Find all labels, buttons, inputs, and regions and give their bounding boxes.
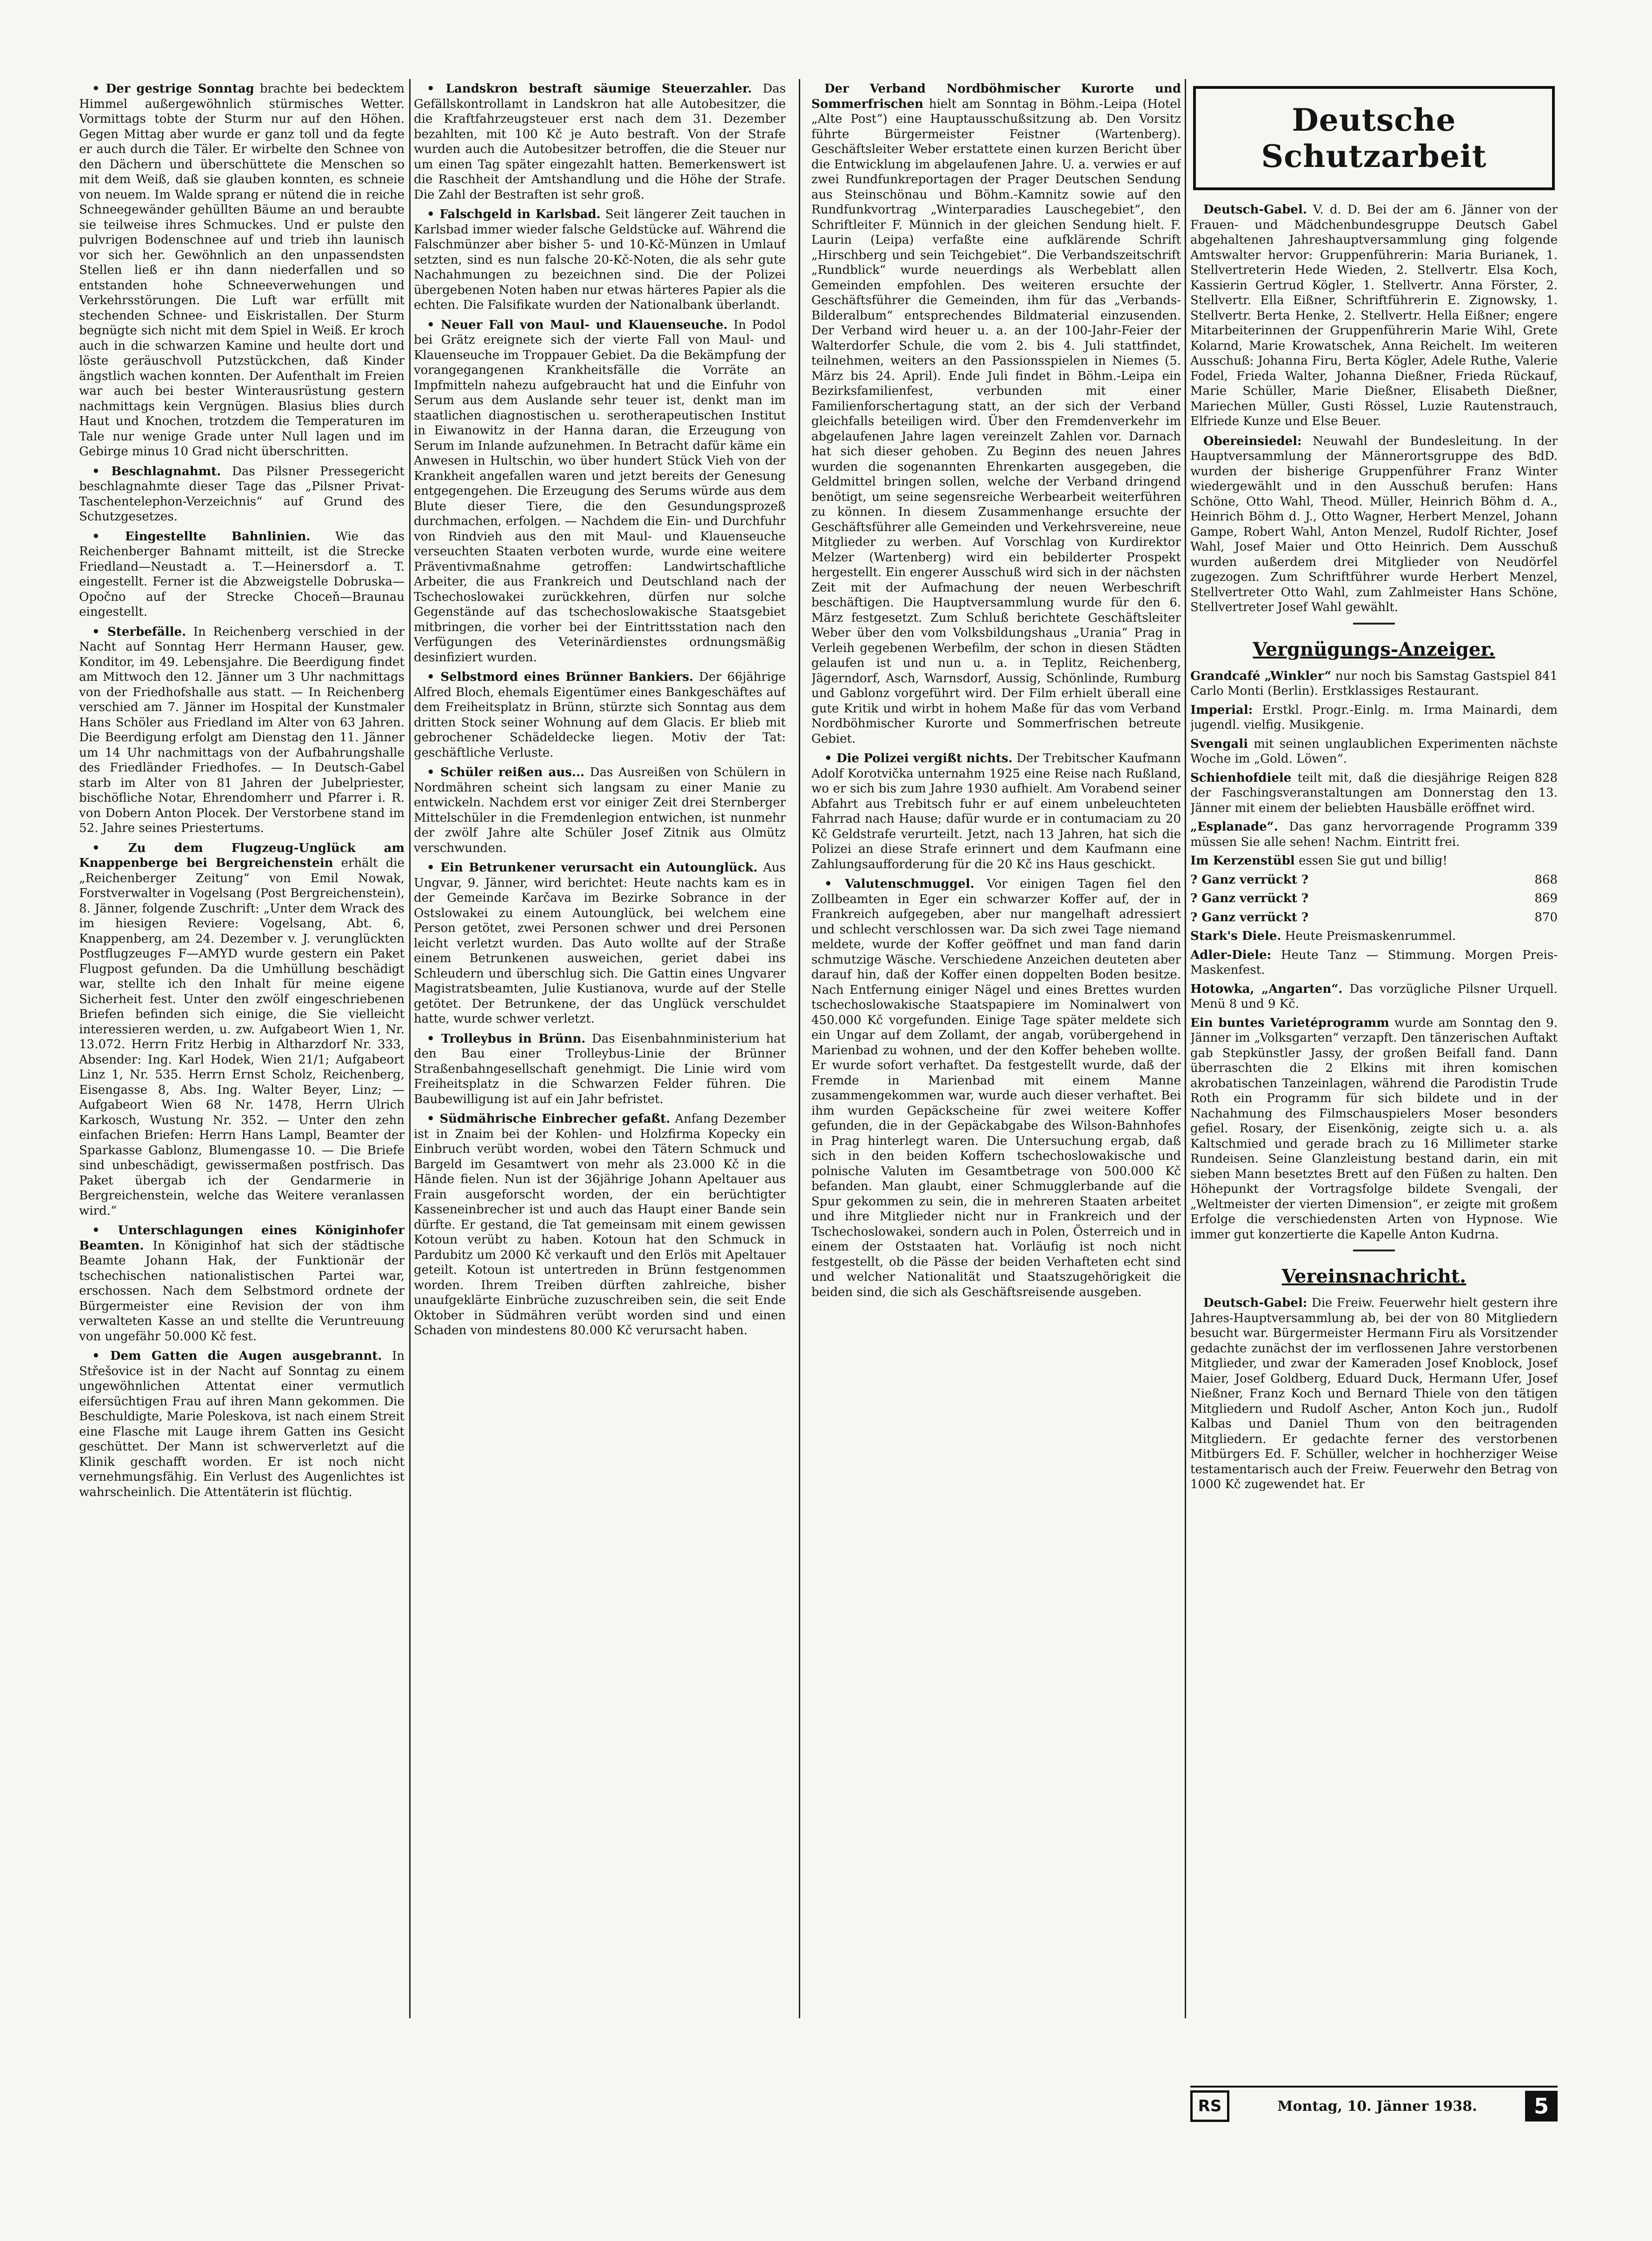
article-text: Anfang Dezember ist in Znaim bei der Kohlen- und Holzfirma Kopecky ein Einbruch verübt worden, wobei den Tätern Schmuck und Bargeld im Gesamtwert von mehr als 23.000 Kč in die Hände fielen. Nun ist der 36jährige Johann Apeltauer aus Frain ausgeforscht worden, der ein berüchtigter Kasseneinbrecher ist und auch das Haupt einer Bande sein dürfte. Er gestand, die Tat gemeinsam mit einem gewissen Kotoun verübt zu haben. Kotoun hat den Schmuck in Pardubitz um 2000 Kč verkauft und den Erlös mit Apeltauer geteilt. Kotoun ist untertreden in Brünn festgenommen worden. Ihrem Treiben dürften zahlreiche, bisher unaufgeklärte Einbrüche zuzuschreiben sein, die seit Ende Oktober in Südmähren verübt worden sind und einen Schaden von mindestens 80.000 Kč verursacht haben. — [414, 1112, 786, 1337]
news-article — [414, 1031, 786, 1107]
news-article — [79, 529, 405, 620]
listing-item — [1190, 872, 1558, 888]
article-headline: • Unterschlagungen eines Königinhofer Beamten. — [79, 1224, 405, 1253]
news-article — [79, 81, 405, 459]
news-article — [1190, 1296, 1558, 1492]
page-footer — [1190, 2086, 1558, 2125]
article-text: Das Ausreißen von Schülern in Nordmähren scheint sich langsam zu einer Manie zu entwickeln. Nachdem erst vor einiger Zeit drei Sternberger Mittelschüler in die Fremdenlegion entwichen, ist nunmehr der zwölf Jahre alte Schüler Josef Zitnik aus Olmütz verschwunden. — [414, 765, 786, 855]
news-article — [811, 877, 1181, 1300]
listing-item — [1190, 929, 1558, 944]
article-text: Aus Ungvar, 9. Jänner, wird berichtet: Heute nachts kam es in der Gemeinde Karčava im Bezirke Sobrance in der Ostslowakei zu einem Autounglück, bei welchem eine Person getötet, zwei Personen schwer und drei Personen leicht verletzt wurden. Das Auto wollte auf der Straße einem Betrunkenen ausweichen, geriet dabei ins Schleudern und überschlug sich. Die Gattin eines Ungvarer Magistratsbeamten, Julie Kustianova, wurde auf der Stelle getötet. Der Betrunkene, der das Unglück verschuldet hatte, wurde schwer verletzt. — [414, 861, 786, 1026]
article-headline: Stark's Diele. — [1190, 929, 1281, 943]
club-news-list — [1190, 1296, 1558, 1492]
section-title-vergnuegung: Vergnügungs-Anzeiger. — [1253, 638, 1495, 660]
article-text: Der Trebitscher Kaufmann Adolf Korotvička unternahm 1925 eine Reise nach Rußland, wo er sich bis zum Jahre 1930 aufhielt. Am Vorabend seiner Abfahrt aus Trebitsch fuhr er auf einem unbeleuchteten Fahrrad nach Hause; dafür wurde er in contumaciam zu 20 Kč Geldstrafe verurteilt. Jetzt, nach 13 Jahren, hat sich die Polizei an diese Strafe erinnert und dem Kaufmann eine Zahlungsaufforderung für die 20 Kč ins Haus geschickt. — [811, 751, 1181, 871]
article-headline: Imperial: — [1190, 703, 1253, 717]
article-text: teilt mit, daß die diesjährige Reigen der Faschingsveranstaltungen am Donnerstag den 13. Jänner mit einem der beliebten Hausbälle eröffnet wird. — [1190, 771, 1558, 815]
listing-item — [1190, 703, 1558, 733]
article-headline: Deutsch-Gabel. — [1203, 203, 1307, 217]
news-article — [79, 841, 405, 1219]
listing-item — [1190, 737, 1558, 767]
article-headline: Deutsch-Gabel: — [1203, 1296, 1307, 1310]
article-text: erhält die „Reichenberger Zeitung“ von Emil Nowak, Forstverwalter in Vogelsang (Post Bergreichenstein), 8. Jänner, folgende Zuschrift: „Unter dem Wrack des im hiesigen Reviere: Vogelsang, Abt. 6, Knappenberg, am 24. Dezember v. J. verunglückten Postflugzeuges F—AMYD wurde gestern ein Paket Flugpost gefunden. Da die Umhüllung beschädigt war, stellte ich den Inhalt für meine eigene Sicherheit fest. Unter den zwölf eingeschriebenen Briefen befinden sich einige, die Sie vielleicht interessieren werden, u. zw. Aufgabeort Wien 1, Nr. 13.072. Herrn Fritz Herbig in Altharzdorf Nr. 333, Absender: Ing. Karl Hodek, Wien 21/1; Aufgabeort Linz 1, Nr. 535. Herrn Ernst Scholz, Reichenberg, Eisengasse 8, Abs. Ing. Walter Beyer, Linz; — Aufgabeort Wien 68 Nr. 1478, Herrn Ulrich Karkosch, Wustung Nr. 352. — Unter den zehn einfachen Briefen: Herrn Hans Lampl, Beamter der Sparkasse Gablonz, Blumengasse 10. — Die Briefe sind unbeschädigt, gewissermaßen postfrisch. Das Paket übergab ich der Gendarmerie in Bergreichenstein, welche das Weitere veranlassen wird.“ — [79, 856, 405, 1218]
listing-item — [1190, 771, 1558, 816]
news-article — [414, 860, 786, 1027]
issue-date: Montag, 10. Jänner 1938. — [1277, 2098, 1477, 2115]
news-article — [79, 625, 405, 836]
divider — [1353, 1250, 1395, 1251]
article-headline: Adler-Diele: — [1190, 948, 1272, 962]
article-text: Das Gefällskontrollamt in Landskron hat alle Autobesitzer, die die Kraftfahrzeugsteuer erst nach dem 31. Dezember bezahlten, mit 100 Kč je Auto bestraft. Von der Strafe wurden auch die Autobesitzer betroffen, die die Steuer nur um einen Tag später eingezahlt hatten. Bemerkenswert ist die Raschheit der Amtshandlung und die Höhe der Strafe. Die Zahl der Bestraften ist sehr groß. — [414, 82, 786, 202]
column-rule — [799, 79, 800, 2018]
article-text: Heute Tanz — Stimmung. Morgen Preis-Maskenfest. — [1190, 948, 1558, 977]
article-text: V. d. D. Bei der am 6. Jänner von der Frauen- und Mädchenbundesgruppe Deutsch Gabel abgehaltenen Jahreshauptversammlung ging folgende Amtswalter hervor: Gruppenführerin: Maria Burianek, 1. Stellvertreterin Hede Wieden, 2. Stellvertr. Elsa Koch, Kassierin Gertrud Kögler, 1. Stellvertr. Anna Förster, 2. Stellvertr. Ella Eißner, Schriftführerin E. Zignowsky, 1. Stellvertr. Berta Henke, 2. Stellvertr. Hella Eißner; engere Mitarbeiterinnen der Gruppenführerin Marie Wihl, Grete Kolarnd, Marie Krowatschek, Anna Reichelt. Im weiteren Ausschuß: Johanna Firu, Berta Kögler, Adele Ruthe, Valerie Fodel, Frieda Walter, Johanna Dießner, Frieda Rückauf, Marie Schüller, Marie Dießner, Elisabeth Dießner, Mariechen Müller, Gusti Rössel, Luzie Rautenstrauch, Elfriede Kunze und Else Beuer. — [1190, 203, 1558, 428]
listing-item — [1190, 910, 1558, 925]
article-text: Neuwahl der Bundesleitung. In der Hauptversammlung der Männerortsgruppe des BdD. wurden der bisherige Gruppenführer Franz Winter wiedergewählt und in den Ausschuß berufen: Hans Schöne, Otto Wahl, Theod. Müller, Heinrich Böhm d. A., Heinrich Böhm d. J., Otto Wagner, Herbert Menzel, Johann Gampe, Robert Wahl, Anton Menzel, Rudolf Richter, Josef Wahl, Josef Maier und Otto Heinrich. Dem Ausschuß wurden außerdem drei Mitglieder von Neudörfel zugezogen. Zum Schriftführer wurde Herbert Menzel, Stellvertreter Otto Wahl, zum Zahlmeister Hans Schöne, Stellvertreter Josef Wahl gewählt. — [1190, 434, 1558, 614]
article-headline: • Eingestellte Bahnlinien. — [92, 529, 311, 544]
listing-number: 339 — [1534, 820, 1558, 834]
article-headline: ? Ganz verrückt ? — [1190, 910, 1309, 924]
news-article — [811, 751, 1181, 872]
listing-item — [1190, 819, 1558, 850]
article-headline: ? Ganz verrückt ? — [1190, 872, 1309, 887]
news-article — [414, 207, 786, 313]
listing-item — [1190, 891, 1558, 906]
article-text: Vor einigen Tagen fiel den Zollbeamten in Eger ein schwarzer Koffer auf, der in Frankreich aufgegeben, aber nur mangelhaft adressiert und schlecht verschlossen war. Da sich zwei Tage niemand meldete, wurde der Koffer geöffnet und man fand darin schmutzige Wäsche. Verschiedene Anzeichen deuteten aber darauf hin, daß der Koffer einen doppelten Boden besitze. Nach Entfernung einiger Nägel und eines Brettes wurden tschechoslowakische Staatspapiere im Nominalwert von 450.000 Kč vorgefunden. Einige Tage später meldete sich ein Ungar auf dem Zollamt, der angab, vorübergehend in Marienbad zu wohnen, und der den Koffer beheben wollte. Er wurde sofort verhaftet. Da festgestellt wurde, daß der Fremde in Marienbad mit einem Manne zusammengekommen war, wurde auch dieser verhaftet. Bei ihm wurden Gepäckscheine für zwei weitere Koffer gefunden, die in der Gepäckabgabe des Wilson-Bahnhofes in Prag hinterlegt waren. Die Untersuchung ergab, daß sich in den beiden Koffern tschechoslowakische und polnische Valuten im Gesamtbetrage von 500.000 Kč befanden. Man glaubt, einer Schmugglerbande auf die Spur gekommen zu sein, die in mehreren Staaten arbeitet und ihre Mitglieder nicht nur in Frankreich und der Tschechoslowakei, sondern auch in Polen, Österreich und in einem der Oststaaten hat. Vorläufig ist noch nicht festgestellt, ob die Pässe der beiden Verhafteten echt sind und welcher Nationalität und Staatszugehörigkeit die beiden sind, die sich als Geschäftsreisende ausgeben. — [811, 877, 1181, 1299]
article-text: brachte bei bedecktem Himmel außergewöhnlich stürmisches Wetter. Vormittags tobte der Sturm nur auf den Höhen. Gegen Mittag aber wurde er ganz toll und da fegte er auch durch die Täler. Er wirbelte den Schnee von den Dächern und überschüttete die Menschen so mit dem Weiß, daß sie glauben konnten, es schneie von neuem. Im Walde sprang er nütend die in reiche Schneegewänder gehüllten Bäume an und beraubte sie teilweise ihres Schmuckes. Und er pulste den pulvrigen Bodenschnee auf und trieb ihn launisch vor sich her. Gewöhnlich an den unpassendsten Stellen ließ er ihn dann niederfallen und so entstanden hohe Schneeverwehungen und Verkehrsstörungen. Die Luft war erfüllt mit stechenden Schnee- und Eiskristallen. Der Sturm begnügte sich nicht mit dem Spiel in Weiß. Er kroch auch in die schwarzen Kamine und heulte dort und löste geräuschvoll Putzstückchen, daß Kinder ängstlich wachen konnten. Der Aufenthalt im Freien war auch bei bester Winterausrüstung gestern nachmittags kein Vergnügen. Blasius blies durch Haut und Knochen, trotzdem die Temperaturen im Tale nur wenige Grade unter Null lagen und im Gebirge minus 10 Grad nicht überschritten. — [79, 82, 405, 459]
article-headline: • Landskron bestraft säumige Steuerzahler. — [427, 82, 752, 96]
article-text: wurde am Sonntag den 9. Jänner im „Volksgarten“ verzapft. Den tänzerischen Auftakt gab Stepkünstler Jassy, der großen Beifall fand. Dann überraschten die 2 Elkins mit ihren komischen akrobatischen Tanzeinlagen, während die Parodistin Trude Roth ein Programm für sich bildete und in der Nachahmung des Filmschauspielers Moser besonders gefiel. Rosary, der Eisenkönig, zeigte sich u. a. als Kaltschmied und gerade brach zu 16 Millimeter starke Rundeisen. Seine Glanzleistung bestand darin, ein mit sieben Mann besetztes Brett auf den Füßen zu halten. Den Höhepunkt der Vortragsfolge bildete Svengali, der „Weltmeister der vierten Dimension“, er zeigte mit großem Erfolge die verschiedensten Arten von Hypnose. Wie immer gut konzertierte die Kapelle Anton Kudrna. — [1190, 1016, 1558, 1242]
article-headline: Schienhofdiele — [1190, 771, 1292, 785]
article-headline: • Valutenschmuggel. — [824, 877, 975, 891]
article-text: Der 66jährige Alfred Bloch, ehemals Eigentümer eines Bankgeschäftes auf dem Freiheitsplatz in Brünn, stürzte sich Sonntag aus dem dritten Stock seiner Wohnung auf dem Glacis. Er blieb mit gebrochener Schädeldecke liegen. Motiv der Tat: geschäftliche Verluste. — [414, 670, 786, 760]
column-2 — [414, 81, 786, 2100]
article-headline: • Schüler reißen aus... — [427, 765, 585, 779]
article-headline: • Neuer Fall von Maul- und Klauenseuche. — [427, 318, 728, 332]
listing-item — [1190, 1016, 1558, 1243]
article-headline: • Beschlagnahmt. — [92, 464, 221, 479]
article-headline: • Falschgeld in Karlsbad. — [427, 207, 601, 221]
listing-item — [1190, 948, 1558, 978]
section-masthead: Deutsche Schutzarbeit — [1193, 86, 1555, 190]
news-article — [1190, 202, 1558, 429]
page-number: 5 — [1525, 2091, 1558, 2121]
article-text: In Střešovice ist in der Nacht auf Sonntag zu einem ungewöhnlichen Attentat einer vermutlich eifersüchtigen Frau auf ihren Mann gekommen. Die Beschuldigte, Marie Poleskova, ist nach einem Streit eine Flasche mit Lauge ihrem Gatten ins Gesicht geschüttet. Der Mann ist schwerverletzt auf die Klinik geschafft worden. Er ist noch nicht vernehmungsfähig. Ein Verlust des Augenlichtes ist wahrscheinlich. Die Attentäterin ist flüchtig. — [79, 1349, 405, 1499]
article-text: essen Sie gut und billig! — [1299, 854, 1447, 868]
publisher-logo: RS — [1190, 2090, 1229, 2122]
news-article — [414, 765, 786, 856]
article-text: In Königinhof hat sich der städtische Beamte Johann Hak, der Funktionär der tschechischen nationalistischen Partei war, erschossen. Nach dem Selbstmord ordnete der Bürgermeister eine Revision der von ihm verwalteten Kasse an und stellte die Veruntreuung von ungefähr 50.000 Kč fest. — [79, 1238, 405, 1343]
article-headline: Der Verband Nordböhmischer Kurorte und Sommerfrischen — [811, 82, 1181, 111]
article-headline: • Die Polizei vergißt nichts. — [824, 751, 1013, 765]
news-article — [414, 318, 786, 665]
news-article — [79, 1223, 405, 1344]
news-article — [79, 464, 405, 525]
article-text: hielt am Sonntag in Böhm.-Leipa (Hotel „Alte Post“) eine Hauptausschußsitzung ab. Den Vorsitz führte Bürgermeister Feistner (Wartenberg). Geschäftsleiter Weber erstattete einen kurzen Bericht über die Entwicklung im abgelaufenen Jahre. U. a. verwies er auf zwei Rundfunkreportagen der Prager Deutschen Sendung aus Steinschönau und Böhm.-Kamnitz sowie auf den Rundfunkvortrag „Winterparadies Lauschegebiet“, den Schriftleiter F. Münnich in der gleichen Sendung hielt. F. Laurin (Leipa) verfaßte eine aufklärende Schrift „Hirschberg und sein Teichgebiet“. Die Verbandszeitschrift „Rundblick“ wurde neuerdings als Werbeblatt allen Gemeinden empfohlen. Des weiteren ersuchte der Geschäftsführer die Gemeinden, ihm für das „Verbands-Bilderalbum“ entsprechendes Bildmaterial einzusenden. Der Verband wird heuer u. a. an der 100-Jahr-Feier der Walterdorfer Schule, die vom 2. bis 4. Juli stattfindet, teilnehmen, weiters an den Passionsspielen in Niemes (5. März bis 24. April). Ende Juli findet in Böhm.-Leipa ein Bezirksfamilienfest, verbunden mit einer Familienforschertagung statt, an der sich der Verband gleichfalls beteiligen wird. Über den Fremdenverkehr im abgelaufenen Jahre lagen vereinzelt Zahlen vor. Darnach hat sich dieser gehoben. Zu Beginn des neuen Jahres wurden die sogenannten Ehrenkarten ausgegeben, die Geldmittel bringen sollen, welche der Verband dringend benötigt, um seine segensreiche Werbearbeit weiterführen zu können. In diesem Zusammenhange ersuchte der Geschäftsführer alle Gemeinden und Verkehrsvereine, neue Mitglieder zu werben. Auf Vorschlag von Kurdirektor Melzer (Wartenberg) wird ein bebilderter Prospekt hergestellt. Ein engerer Ausschuß wird sich in der nächsten Zeit mit der Aufmachung der neuen Werbeschrift beschäftigen. Die Hauptversammlung wurde für den 6. März festgesetzt. Zum Schluß berichtete Geschäftsleiter Weber über den vom Volksbildungshaus „Urania“ Prag in Verleih gegebenen Werbefilm, der schon in diesen Städten gelaufen ist und nun u. a. in Teplitz, Reichenberg, Jägerndorf, Asch, Warnsdorf, Aussig, Schönlinde, Rumburg und Gablonz vorgeführt wird. Der Film erhielt überall eine gute Kritik und wirbt in hohem Maße für das vom Verband Nordböhmischer Kurorte und Sommerfrischen betreute Gebiet. — [811, 97, 1181, 746]
article-headline: „Esplanade“. — [1190, 820, 1278, 834]
article-headline: • Selbstmord eines Brünner Bankiers. — [427, 670, 694, 684]
news-article — [79, 1349, 405, 1500]
listing-number: 870 — [1534, 910, 1558, 924]
listing-number: 828 — [1534, 771, 1558, 785]
article-headline: Grandcafé „Winkler“ — [1190, 669, 1332, 683]
news-article — [414, 670, 786, 760]
news-article — [811, 81, 1181, 746]
article-headline: ? Ganz verrückt ? — [1190, 891, 1309, 905]
column-3 — [811, 81, 1181, 2100]
listing-number: 869 — [1534, 891, 1558, 905]
article-headline: • Dem Gatten die Augen ausgebrannt. — [92, 1349, 382, 1363]
article-text: Erstkl. Progr.-Einlg. m. Irma Mainardi, dem jugendl. vielfig. Musikgenie. — [1190, 703, 1558, 732]
article-text: Das Eisenbahnministerium hat den Bau einer Trolleybus-Linie der Brünner Straßenbahngesellschaft genehmigt. Die Linie wird vom Freiheitsplatz in die Schwarzen Felder führen. Die Baubewilligung ist auf ein Jahr befristet. — [414, 1031, 786, 1106]
article-text: In Reichenberg verschied in der Nacht auf Sonntag Herr Hermann Hauser, gew. Konditor, im 49. Lebensjahre. Die Beerdigung findet am Mittwoch den 12. Jänner um 3 Uhr nachmittags von der Friedhofshalle aus statt. — In Reichenberg verschied am 7. Jänner im Hospital der Kunstmaler Hans Schöler aus Friedland im Alter von 63 Jahren. Die Beerdigung erfolgt am Dienstag den 11. Jänner um 14 Uhr nachmittags von der Aufbahrungshalle des Friedländer Friedhofes. — In Deutsch-Gabel starb im Alter von 81 Jahren der Jubelpriester, bischöfliche Notar, Ehrendomherr und Pfarrer i. R. von Dobern Anton Plocek. Der Verstorbene stand im 52. Jahre seines Priestertums. — [79, 625, 405, 835]
article-text: Das Pilsner Pressegericht beschlagnahmte dieser Tage das „Pilsner Privat-Taschentelephon-Verzeichnis“ auf Grund des Schutzgesetzes. — [79, 464, 405, 524]
article-text: Heute Preismaskenrummel. — [1285, 929, 1456, 943]
article-headline: Hotowka, „Angarten“. — [1190, 982, 1343, 996]
article-text: Das vorzügliche Pilsner Urquell. Menü 8 und 9 Kč. — [1190, 982, 1558, 1011]
article-headline: Obereinsiedel: — [1203, 434, 1302, 448]
news-article — [1190, 434, 1558, 615]
listing-number: 841 — [1534, 669, 1558, 683]
article-text: In Podol bei Grätz ereignete sich der vierte Fall von Maul- und Klauenseuche im Troppauer Gebiet. Da die Bekämpfung der vorangegangenen Krankheitsfälle die Vorräte an Impfmitteln nahezu aufgebraucht hat und die Einfuhr von Serum aus dem Auslande sehr teuer ist, denkt man im staatlichen diagnostischen u. serotherapeutischen Institut in Eiwanowitz in der Hanna daran, die Erzeugung von Serum im Inlande aufzunehmen. In Betracht dafür käme ein Anwesen in Hultschin, wo über hundert Stück Vieh von der Krankheit angefallen waren und jetzt bereits der Genesung entgegengehen. Die Erzeugung des Serums würde aus dem Blute dieser Tiere, die den Gesundungsprozeß durchmachen, erfolgen. — Nachdem die Ein- und Durchfuhr von Rindvieh aus den mit Maul- und Klauenseuche verseuchten Staaten verboten wurde, wurde eine weitere Präventivmaßnahme getroffen: Landwirtschaftliche Arbeiter, die aus Frankreich und Deutschland nach der Tschechoslowakei zurückkehren, dürfen nur solche Gegenstände auf das tschechoslowakische Staatsgebiet mitbringen, die vorher bei der Eintrittsstation nach den Verfügungen des Veterinärdienstes ordnungsmäßig desinfiziert wurden. — [414, 318, 786, 665]
article-headline: Im Kerzenstübl — [1190, 854, 1295, 868]
article-headline: • Sterbefälle. — [92, 625, 186, 639]
entertainment-listing — [1190, 669, 1558, 1243]
news-article — [414, 1111, 786, 1338]
divider — [1353, 623, 1395, 625]
column-rule — [409, 79, 411, 2018]
article-text: nur noch bis Samstag Gastspiel Carlo Monti (Berlin). Erstklassiges Restaurant. — [1190, 669, 1530, 698]
column-rule — [1185, 79, 1186, 2018]
article-text: Seit längerer Zeit tauchen in Karlsbad immer wieder falsche Geldstücke auf. Während die Falschmünzer aber bisher 5- und 10-Kč-Münzen in Umlauf setzten, sind es nun falsche 20-Kč-Noten, die als sehr gute Nachahmungen zu bezeichnen sind. Die der Polizei übergebenen Noten haben nur etwas härteres Papier als die echten. Die Falsifikate wurden der Nationalbank überlandt. — [414, 207, 786, 312]
article-text: Die Freiw. Feuerwehr hielt gestern ihre Jahres-Hauptversammlung ab, bei der von 80 Mitgliedern besucht war. Bürgermeister Hermann Firu als Vorsitzender gedachte zunächst der im verflossenen Jahre verstorbenen Mitglieder, und zwar der Kameraden Josef Knoblock, Josef Maier, Josef Goldberg, Eduard Duck, Hermann Ufer, Josef Nießner, Franz Koch und Bernard Thiele von den tätigen Mitgliedern und Rudolf Ascher, Anton Koch jun., Rudolf Kalbas und Daniel Thum von den beitragenden Mitgliedern. Er gedachte ferner des verstorbenen Mitbürgers Ed. F. Schüller, welcher in hochherziger Weise testamentarisch auch der Freiw. Feuerwehr den Betrag von 1000 Kč zugewendet hat. Er — [1190, 1296, 1558, 1491]
article-headline: • Zu dem Flugzeug-Unglück am Knappenberge bei Bergreichenstein — [79, 841, 405, 870]
article-text: Wie das Reichenberger Bahnamt mitteilt, ist die Strecke Friedland—Neustadt a. T.—Heinersdorf a. T. eingestellt. Ferner ist die Abzweigstelle Dobruska—Opočno auf der Strecke Choceň—Braunau eingestellt. — [79, 529, 405, 619]
article-text: Das ganz hervorragende Programm müssen Sie alle sehen! Nachm. Eintritt frei. — [1190, 820, 1530, 849]
article-headline: • Trolleybus in Brünn. — [427, 1031, 586, 1046]
listing-item — [1190, 982, 1558, 1012]
column-1 — [79, 81, 405, 2100]
section-title-verein: Vereinsnachricht. — [1281, 1265, 1466, 1287]
listing-item — [1190, 853, 1558, 869]
column-4 — [1190, 81, 1558, 2100]
schutz-news-list — [1190, 202, 1558, 615]
article-headline: • Ein Betrunkener verursacht ein Autounglück. — [427, 861, 758, 875]
article-headline: • Südmährische Einbrecher gefaßt. — [427, 1112, 670, 1126]
news-article — [414, 81, 786, 202]
article-headline: • Der gestrige Sonntag — [92, 82, 254, 96]
listing-item — [1190, 669, 1558, 699]
listing-number: 868 — [1534, 872, 1558, 887]
article-headline: Ein buntes Varietéprogramm — [1190, 1016, 1389, 1030]
article-text: mit seinen unglaublichen Experimenten nächste Woche im „Gold. Löwen“. — [1190, 737, 1558, 766]
article-headline: Svengali — [1190, 737, 1248, 751]
